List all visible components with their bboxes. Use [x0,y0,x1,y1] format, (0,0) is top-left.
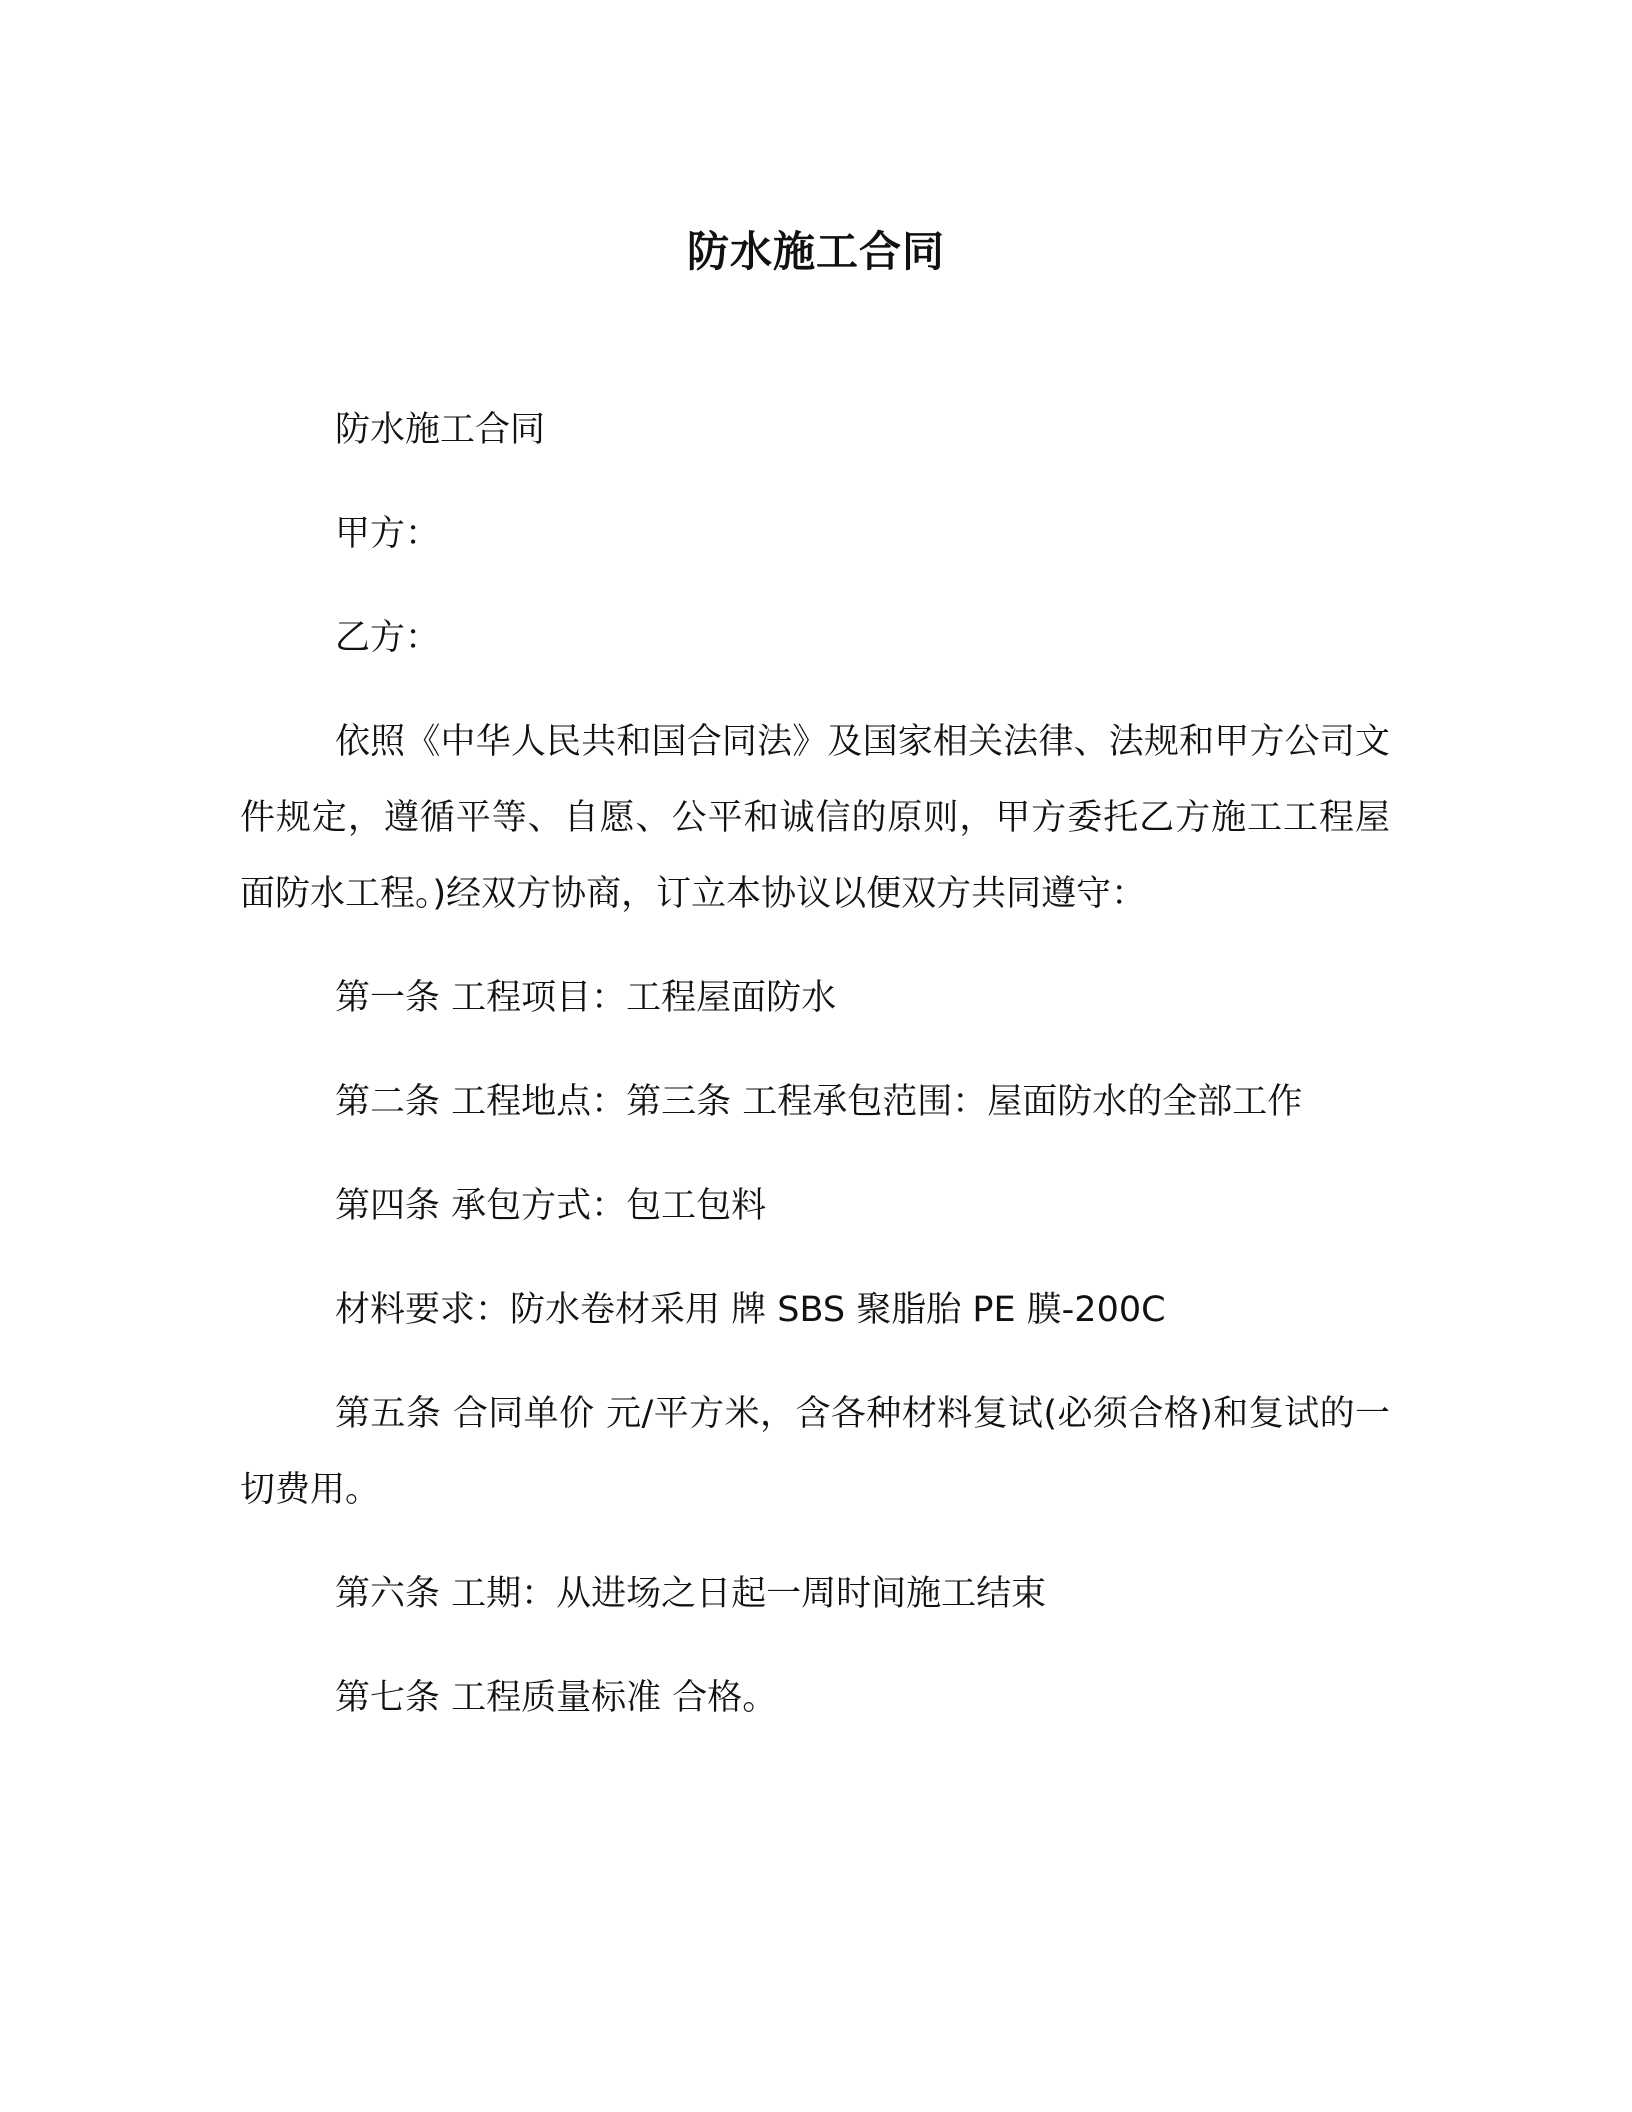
document-title: 防水施工合同 [686,227,945,276]
paragraph-party-b: 乙方： [335,618,441,658]
document-body [240,392,1390,1764]
paragraph-party-a: 甲方： [335,514,441,554]
paragraph-material-requirements: 材料要求：防水卷材采用 牌 SBS 聚脂胎 PE 膜-200C [335,1290,1166,1330]
paragraph-article-1: 第一条 工程项目：工程屋面防水 [335,978,837,1018]
paragraph-article-7: 第七条 工程质量标准 合格。 [335,1678,778,1718]
paragraph-heading: 防水施工合同 [335,410,546,450]
paragraph-preamble: 依照《中华人民共和国合同法》及国家相关法律、法规和甲方公司文件规定，遵循平等、自愿、公平和诚信的原则，甲方委托乙方施工工程屋面防水工程。)经双方协商，订立本协议以便双方共同遵守： [240,722,1390,914]
paragraph-article-4: 第四条 承包方式：包工包料 [335,1186,767,1226]
paragraph-article-5: 第五条 合同单价 元/平方米，含各种材料复试(必须合格)和复试的一切费用。 [240,1394,1390,1510]
paragraph-article-6: 第六条 工期：从进场之日起一周时间施工结束 [335,1574,1047,1614]
paragraph-article-2-3: 第二条 工程地点：第三条 工程承包范围：屋面防水的全部工作 [335,1082,1303,1122]
